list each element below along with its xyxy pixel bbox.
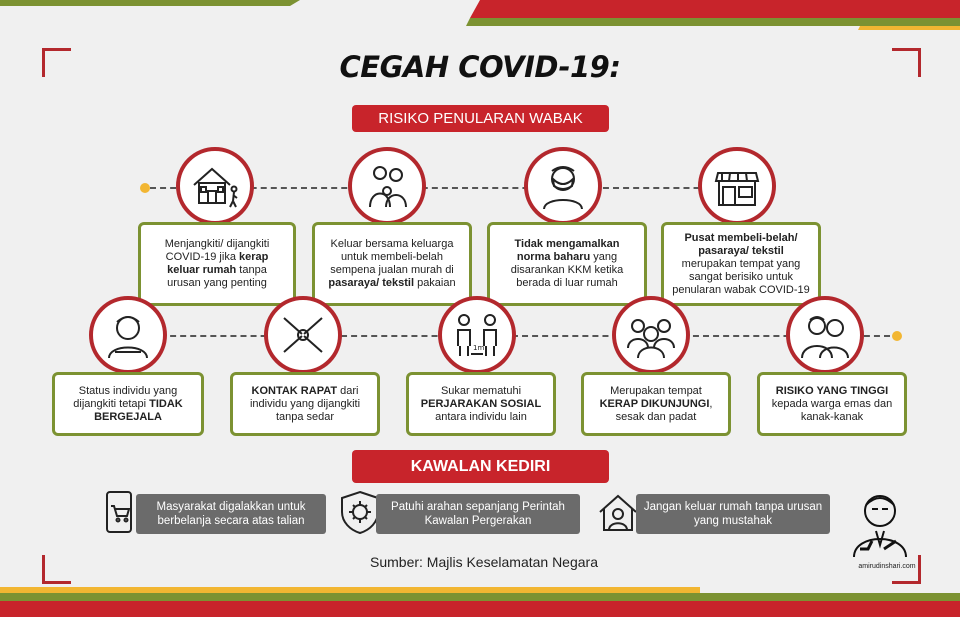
timeline-line-row2 (150, 335, 890, 337)
risk-card-5: Status individu yang dijangkiti tetapi TIDAK BERGEJALA (52, 372, 204, 436)
bottom-stripes (0, 587, 960, 617)
control-card-2: Patuhi arahan sepanjang Perintah Kawalan Pergerakan (376, 494, 580, 534)
source-credit: Sumber: Majlis Keselamatan Negara (370, 554, 598, 570)
family-icon (348, 147, 426, 225)
distance-label: 1m (473, 344, 485, 352)
distance-icon (438, 296, 516, 374)
control-card-1: Masyarakat digalakkan untuk berbelanja secara atas talian (136, 494, 326, 534)
risk-card-2: Keluar bersama keluarga untuk membeli-belah sempena jualan murah di pasaraya/ tekstil pakaian (312, 222, 472, 306)
timeline-dot-right (892, 331, 902, 341)
elderly-couple-icon (786, 296, 864, 374)
risk-card-3: Tidak mengamalkan norma baharu yang disarankan KKM ketika berada di luar rumah (487, 222, 647, 306)
house-icon (176, 147, 254, 225)
risk-card-7: Sukar mematuhi PERJARAKAN SOSIAL antara individu lain (406, 372, 556, 436)
page-title: CEGAH COVID-19: (339, 50, 621, 84)
top-stripes (0, 0, 960, 40)
section-label-risk: RISIKO PENULARAN WABAK (352, 105, 609, 132)
hands-stack-icon (264, 296, 342, 374)
section-label-control: KAWALAN KEDIRI (352, 450, 609, 483)
timeline-dot-left (140, 183, 150, 193)
author-url: amirudinshari.com (858, 563, 916, 570)
phone-cart-icon (97, 490, 141, 539)
storefront-icon (698, 147, 776, 225)
crowd-icon (612, 296, 690, 374)
author-avatar (848, 487, 912, 559)
person-icon (89, 296, 167, 374)
mask-face-icon (524, 147, 602, 225)
corner-bracket-top-right (892, 48, 921, 77)
risk-card-1: Menjangkiti/ dijangkiti COVID-19 jika kerap keluar rumah tanpa urusan yang penting (138, 222, 296, 306)
risk-card-8: Merupakan tempat KERAP DIKUNJUNGI, sesak dan padat (581, 372, 731, 436)
control-card-3: Jangan keluar rumah tanpa urusan yang mustahak (636, 494, 830, 534)
risk-card-4: Pusat membeli-belah/ pasaraya/ tekstil merupakan tempat yang sangat berisiko untuk penularan wabak COVID-19 (661, 222, 821, 306)
stay-home-icon (596, 490, 640, 539)
corner-bracket-bottom-left (42, 555, 71, 584)
risk-card-9: RISIKO YANG TINGGI kepada warga emas dan kanak-kanak (757, 372, 907, 436)
risk-card-6: KONTAK RAPAT dari individu yang dijangkiti tanpa sedar (230, 372, 380, 436)
corner-bracket-top-left (42, 48, 71, 77)
